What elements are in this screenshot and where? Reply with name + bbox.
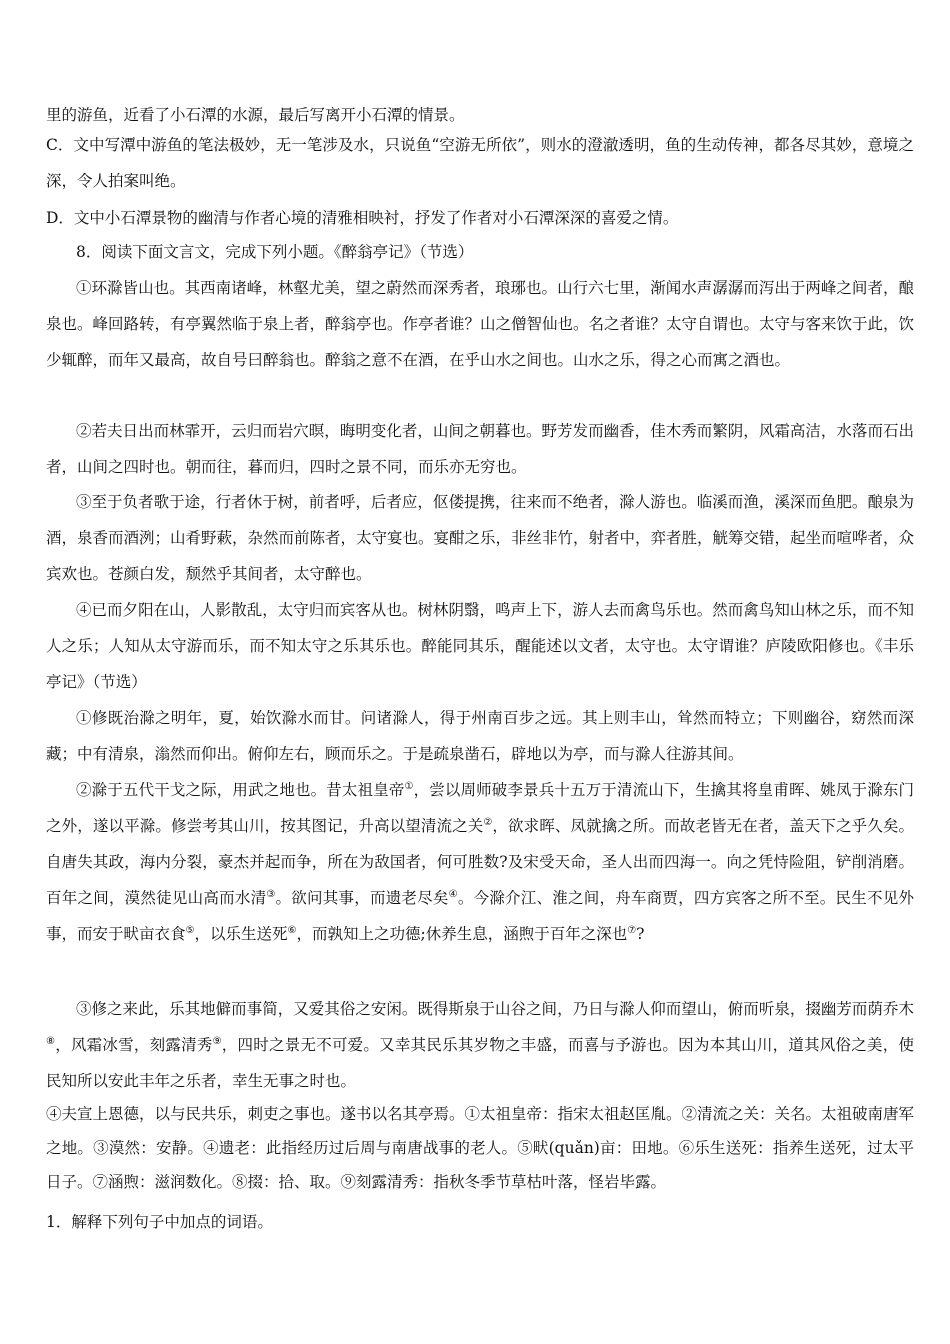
fengle-p2-text-d: 。欲问其事，而遗老尽矣 xyxy=(275,889,449,907)
fengle-p3-text-b: ，风霜冰雪，刻露清秀 xyxy=(55,1036,213,1054)
zuiweng-paragraph-3: ③至于负者歌于途，行者休于树，前者呼，后者应，伛偻提携，往来而不绝者，滁人游也。临溪而渔，溪深而鱼肥。酿泉为酒，泉香而酒洌；山肴野蔌，杂然而前陈者，太守宴也。宴酣之乐，非丝非竹，射者中，弈者胜，觥筹交错，起坐而喧哗者，众宾欢也。苍颜白发，颓然乎其间者，太守醉也。 xyxy=(46,493,915,583)
footnote-mark-9: ⑨ xyxy=(212,1035,222,1047)
fengle-p3-text-a: ③修之来此，乐其地僻而事简，又爱其俗之安闲。既得斯泉于山谷之间，乃日与滁人仰而望山，俯而听泉，掇幽芳而荫乔木 xyxy=(76,1000,914,1018)
footnote-mark-1: ① xyxy=(404,780,414,792)
fengle-paragraph-1: ①修既治滁之明年，夏，始饮滁水而甘。问诸滁人，得于州南百步之远。其上则丰山，耸然而特立；下则幽谷，窈然而深藏；中有清泉，滃然而仰出。俯仰左右，顾而乐之。于是疏泉凿石，辟地以为亭，而与滁人往游其间。 xyxy=(46,709,914,763)
footnote-mark-7: ⑦ xyxy=(627,924,637,936)
fengle-p2-text-c: ，欲求晖、凤就擒之所。而故老皆无在者，盖天下之乎久矣。自唐失其政，海内分裂，豪杰并起而争，所在为敌国者，何可胜数?及宋受天命，圣人出而四海一。向之凭恃险阻，铲削消磨。百年之间，漠然徒见山高而水清 xyxy=(46,817,914,907)
zuiweng-paragraph-4: ④已而夕阳在山，人影散乱，太守归而宾客从也。树林阴翳，鸣声上下，游人去而禽鸟乐也。然而禽鸟知山林之乐，而不知人之乐；人知从太守游而乐，而不知太守之乐其乐也。醉能同其乐，醒能述以文者，太守也。太守谓谁？庐陵欧阳修也。《丰乐亭记》（节选） xyxy=(46,601,914,691)
fengle-paragraph-4-notes: ④夫宣上恩德，以与民共乐，刺吏之事也。遂书以名其亭焉。①太祖皇帝：指宋太祖赵匡胤。②清流之关：关名。太祖破南唐军之地。③漠然：安静。④遗老：此指经历过后周与南唐战事的老人。⑤畎(quǎn)亩：田地。⑥乐生送死：指养生送死，过太平日子。⑦涵煦：滋润数化。⑧掇：拾、取。⑨刻露清秀：指秋冬季节草枯叶落，怪岩毕露。 xyxy=(46,1105,915,1191)
fengle-p2-text-a: ②滁于五代干戈之际，用武之地也。昔太祖皇帝 xyxy=(76,781,405,799)
footnote-mark-8: ⑧ xyxy=(46,1035,56,1047)
footnote-mark-3: ③ xyxy=(266,888,276,900)
option-d: D．文中小石潭景物的幽清与作者心境的清雅相映衬，抒发了作者对小石潭深深的喜爱之情。 xyxy=(46,209,679,227)
fengle-p2-text-g: ，而孰知上之功德;休养生息，涵煦于百年之深也 xyxy=(296,925,628,943)
option-c: C．文中写潭中游鱼的笔法极妙，无一笔涉及水，只说鱼“空游无所依”，则水的澄澈透明，鱼的生动传神，都各尽其妙，意境之深，令人拍案叫绝。 xyxy=(46,136,914,190)
fengle-p3-text-c: ，四时之景无不可爱。又幸其民乐其岁物之丰盛，而喜与予游也。因为本其山川，道其风俗之美，使民知所以安此丰年之乐者，幸生无事之时也。 xyxy=(46,1036,914,1090)
fengle-p2-text-f: ，以乐生送死 xyxy=(194,925,288,943)
zuiweng-paragraph-1: ①环滁皆山也。其西南诸峰，林壑尤美，望之蔚然而深秀者，琅琊也。山行六七里，渐闻水声潺潺而泻出于两峰之间者，酿泉也。峰回路转，有亭翼然临于泉上者，醉翁亭也。作亭者谁？山之僧智仙也。名之者谁？太守自谓也。太守与客来饮于此，饮少辄醉，而年又最高，故自号曰醉翁也。醉翁之意不在酒，在乎山水之间也。山水之乐，得之心而寓之酒也。 xyxy=(46,279,915,369)
footnote-mark-4: ④ xyxy=(448,888,458,900)
question-1: 1．解释下列句子中加点的词语。 xyxy=(46,1213,273,1231)
footnote-mark-2: ② xyxy=(483,816,493,828)
footnote-mark-6: ⑥ xyxy=(287,924,297,936)
question-8-intro: 8．阅读下面文言文，完成下列小题。《醉翁亭记》（节选） xyxy=(76,243,474,261)
option-b-tail: 里的游鱼，近看了小石潭的水源，最后写离开小石潭的情景。 xyxy=(46,106,465,124)
zuiweng-paragraph-2: ②若夫日出而林霏开，云归而岩穴暝，晦明变化者，山间之朝暮也。野芳发而幽香，佳木秀而繁阴，风霜高洁，水落而石出者，山间之四时也。朝而往，暮而归，四时之景不同，而乐亦无穷也。 xyxy=(46,422,914,476)
fengle-p2-text-e: 。今滁介江、淮之间，舟车商贾，四方宾客之所不至。民生不见外事，而安于畎亩衣食 xyxy=(46,889,914,943)
footnote-mark-5: ⑤ xyxy=(185,924,195,936)
fengle-p2-text-b: ，尝以周师破李景兵十五万于清流山下，生擒其将皇甫晖、姚凤于滁东门之外，遂以平滁。修尝考其山川，按其图记，升高以望清流之关 xyxy=(46,781,914,835)
fengle-paragraph-3 xyxy=(46,991,914,1099)
fengle-paragraph-2 xyxy=(46,772,914,952)
fengle-p2-text-h: ? xyxy=(636,925,645,943)
